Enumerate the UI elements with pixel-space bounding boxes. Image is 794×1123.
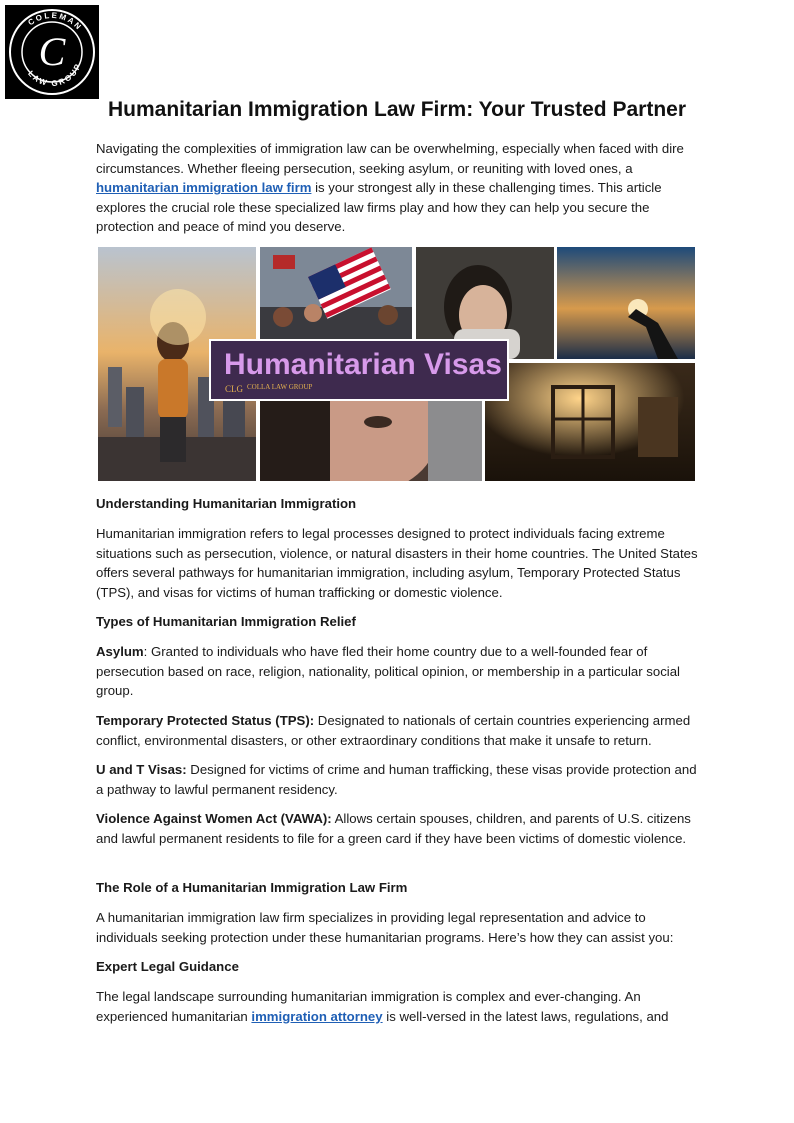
tps-text: Designated to nationals of certain countries experiencing armed conflict, environmental disasters, or other extraordinary conditions that make it unsafe to return. — [96, 713, 691, 748]
svg-text:COLEMAN: COLEMAN — [26, 10, 85, 33]
expert-guidance-paragraph — [96, 987, 700, 1026]
vawa-text: Allows certain spouses, children, and parents of U.S. citizens and lawful permanent residents to file for a green card if they have been victims of domestic violence. — [96, 811, 691, 846]
u-t-visas-text: Designed for victims of crime and human trafficking, these visas provide protection and a pathway to lawful permanent residency. — [96, 762, 697, 797]
role-paragraph: A humanitarian immigration law firm specializes in providing legal representation and advice to individuals seeking protection under these humanitarian programs. Here’s how they can assist you: — [96, 910, 674, 945]
asylum-text: : Granted to individuals who have fled their home country due to a well-founded fear of persecution based on race, religion, nationality, political opinion, or membership in a particular social group. — [96, 644, 680, 699]
expert-text-end: is well-versed in the latest laws, regulations, and — [382, 1008, 669, 1024]
understanding-paragraph: Humanitarian immigration refers to legal processes designed to protect individuals facing extreme situations such as persecution, violence, or natural disasters in their home countries. The United States offers several pathways for humanitarian immigration, including asylum, Temporary Protected Status (TPS), and visas for victims of human trafficking or domestic violence. — [96, 526, 698, 600]
banner-firm-mark: CLG — [225, 384, 243, 394]
understanding-heading: Understanding Humanitarian Immigration — [96, 496, 357, 511]
svg-text:LAW GROUP: LAW GROUP — [26, 61, 84, 89]
humanitarian-law-firm-link[interactable]: humanitarian immigration law firm — [96, 180, 312, 196]
tps-paragraph — [96, 711, 700, 750]
tps-label: Temporary Protected Status (TPS): — [96, 713, 315, 728]
law-firm-logo — [5, 5, 99, 99]
asylum-label: Asylum — [96, 644, 144, 659]
page-title: Humanitarian Immigration Law Firm: Your Trusted Partner — [108, 98, 686, 121]
intro-text-end: is your strongest ally in these challenging times. This article explores the crucial role these specialized law firms play and how they can help you secure the protection and peace of mind you deserve. — [96, 180, 662, 235]
types-heading: Types of Humanitarian Immigration Relief — [96, 614, 356, 629]
immigration-attorney-link[interactable]: immigration attorney — [251, 1008, 383, 1024]
svg-text:C: C — [38, 29, 66, 74]
vawa-label: Violence Against Women Act (VAWA): — [96, 811, 332, 826]
intro-text-start: Navigating the complexities of immigration law can be overwhelming, especially when faced with dire circumstances. Whether fleeing persecution, seeking asylum, or reuniting with loved ones, a — [96, 141, 684, 176]
u-t-visas-paragraph — [96, 760, 700, 799]
expert-text-start: The legal landscape surrounding humanitarian immigration is complex and ever-changing. An experienced humanitarian — [96, 989, 641, 1024]
role-heading: The Role of a Humanitarian Immigration Law Firm — [96, 880, 408, 895]
banner-title: Humanitarian Visas — [224, 348, 502, 381]
expert-guidance-heading: Expert Legal Guidance — [96, 959, 239, 974]
humanitarian-visas-collage — [98, 247, 695, 481]
asylum-paragraph — [96, 642, 700, 701]
vawa-paragraph — [96, 809, 700, 848]
intro-paragraph — [96, 139, 700, 237]
banner-firm-name: COLLA LAW GROUP — [247, 383, 313, 391]
u-t-visas-label: U and T Visas: — [96, 762, 187, 777]
